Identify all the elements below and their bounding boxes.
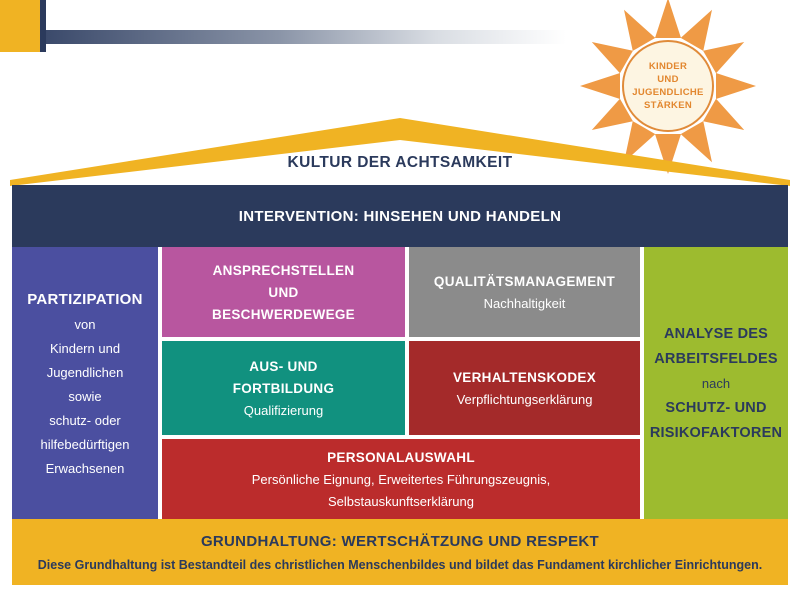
- personalauswahl-title: PERSONALAUSWAHL: [327, 449, 475, 465]
- cell-qualitaetsmanagement: [409, 247, 640, 337]
- foundation-band: [12, 519, 788, 585]
- center-grid: [162, 247, 640, 519]
- roof-label: KULTUR DER ACHTSAMKEIT: [287, 154, 513, 171]
- ansprechstellen-line-3: BESCHWERDEWEGE: [212, 306, 355, 322]
- roof-triangle-icon: [10, 118, 790, 186]
- house-body: [12, 185, 788, 585]
- decor-bar-gradient: [46, 30, 566, 44]
- partizipation-line-5: schutz- oder: [49, 412, 121, 428]
- analyse-middle: nach: [701, 375, 731, 391]
- partizipation-column: [12, 247, 158, 519]
- sun-text-line-1: KINDER: [648, 61, 688, 72]
- verhaltenskodex-subtitle: Verpflichtungserklärung: [456, 391, 593, 407]
- cell-verhaltenskodex: [409, 341, 640, 435]
- personalauswahl-subtitle-2: Selbstauskunftserklärung: [328, 493, 474, 509]
- partizipation-line-1: von: [74, 316, 96, 332]
- ansprechstellen-line-1: ANSPRECHSTELLEN: [212, 262, 355, 278]
- sun-ray-icon: [580, 73, 620, 99]
- ansprechstellen-line-2: UND: [268, 284, 299, 300]
- cell-personalauswahl: [162, 439, 640, 519]
- analyse-column: [644, 247, 788, 519]
- sun-ray-icon: [655, 0, 681, 38]
- decor-bar-navy: [40, 0, 46, 52]
- decor-bar-yellow: [0, 0, 40, 52]
- qualitaetsmanagement-title: QUALITÄTSMANAGEMENT: [433, 273, 616, 289]
- foundation-title: GRUNDHALTUNG: WERTSCHÄTZUNG UND RESPEKT: [200, 532, 600, 550]
- partizipation-line-3: Jugendlichen: [46, 364, 124, 380]
- partizipation-line-7: Erwachsenen: [45, 460, 125, 476]
- sun-text-line-4: STÄRKEN: [643, 100, 693, 111]
- personalauswahl-subtitle-1: Persönliche Eignung, Erweitertes Führungszeugnis,: [251, 471, 551, 487]
- partizipation-line-4: sowie: [68, 388, 102, 404]
- analyse-line-4: RISIKOFAKTOREN: [649, 424, 783, 441]
- intervention-label: INTERVENTION: HINSEHEN UND HANDELN: [238, 207, 562, 225]
- verhaltenskodex-title: VERHALTENSKODEX: [452, 369, 596, 385]
- sun-text-line-2: UND: [657, 74, 679, 85]
- analyse-line-2: ARBEITSFELDES: [654, 350, 778, 367]
- fortbildung-line-1: AUS- UND: [249, 358, 318, 374]
- intervention-band: [12, 185, 788, 247]
- qualitaetsmanagement-subtitle: Nachhaltigkeit: [483, 295, 566, 311]
- foundation-subtitle: Diese Grundhaltung ist Bestandteil des christlichen Menschenbildes und bildet das Fundament kirchlicher Einrichtungen.: [37, 557, 763, 572]
- partizipation-line-2: Kindern und: [49, 340, 121, 356]
- analyse-line-3: SCHUTZ- UND: [665, 399, 767, 416]
- partizipation-line-6: hilfebedürftigen: [40, 436, 130, 452]
- fortbildung-subtitle: Qualifizierung: [243, 402, 324, 418]
- middle-section: [12, 247, 788, 519]
- analyse-line-1: ANALYSE DES: [664, 325, 768, 342]
- sun-ray-icon: [716, 73, 756, 99]
- partizipation-title: PARTIZIPATION: [27, 290, 143, 308]
- cell-aus-und-fortbildung: [162, 341, 405, 435]
- sun-text-line-3: JUGENDLICHE: [632, 87, 704, 98]
- roof-shape: [10, 118, 790, 186]
- fortbildung-line-2: FORTBILDUNG: [232, 380, 335, 396]
- cell-ansprechstellen: [162, 247, 405, 337]
